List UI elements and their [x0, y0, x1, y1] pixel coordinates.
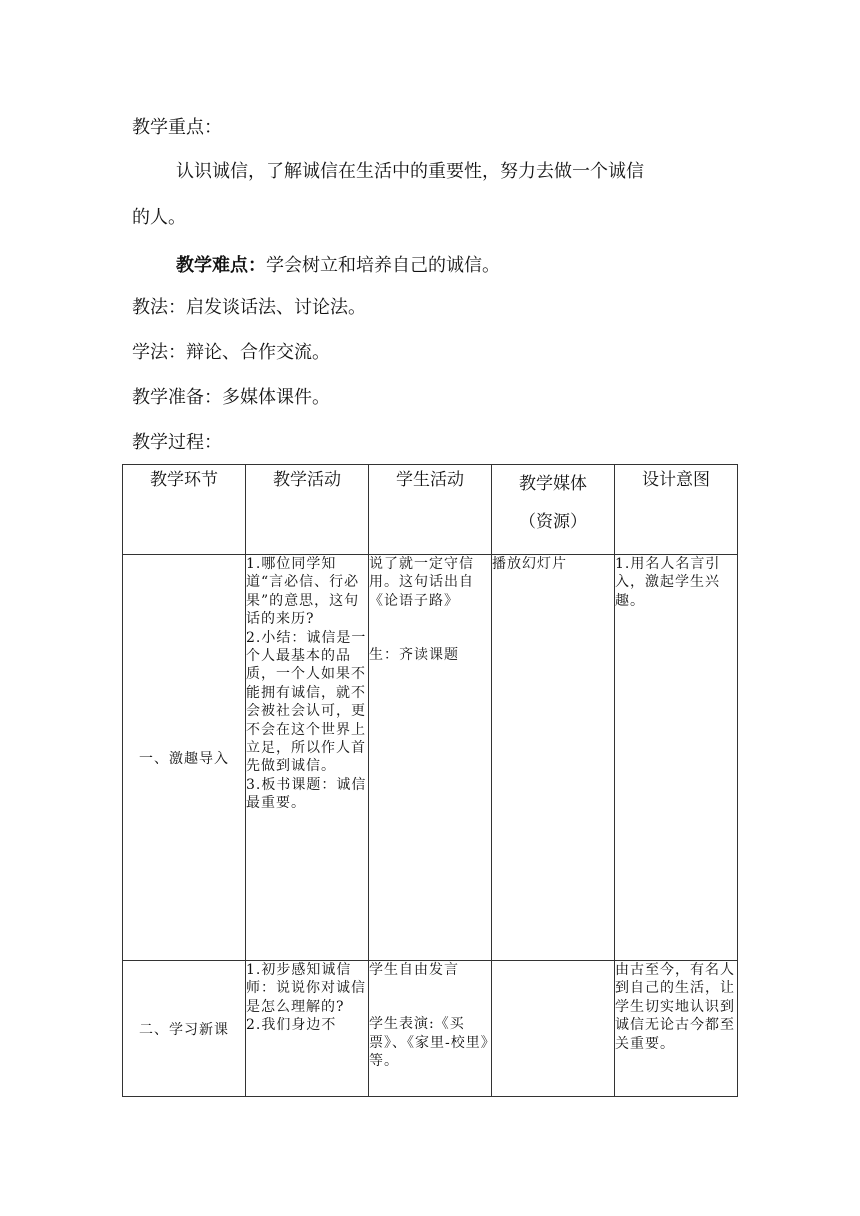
row1-activity-2: 2.小结：诚信是一个人最基本的品质，一个人如果不能拥有诚信，就不会被社会认可，更不会在这个世界上立足，所以作人首先做到诚信。 — [246, 629, 367, 775]
row1-student-1: 说了就一定守信用。这句话出自《论语子路》 — [369, 556, 474, 609]
learning-line: 学法：辩论、合作交流。 — [132, 342, 330, 363]
prep-line: 教学准备：多媒体课件。 — [132, 387, 330, 408]
header-student: 学生活动 — [369, 465, 492, 555]
row1-stage: 一、激趣导入 — [123, 555, 246, 961]
header-media-line1: 教学媒体 — [519, 474, 587, 494]
row1-activity — [246, 555, 369, 961]
header-intent: 设计意图 — [615, 465, 738, 555]
row2-activity-3: 2.我们身边不 — [246, 1017, 337, 1034]
row2-activity-1: 1.初步感知诚信 — [246, 962, 352, 978]
row1-student — [369, 555, 492, 961]
row2-student — [369, 961, 492, 1097]
row1-intent: 1.用名人名言引入，激起学生兴趣。 — [615, 555, 738, 961]
difficulty-line — [176, 254, 500, 278]
header-activity: 教学活动 — [246, 465, 369, 555]
row2-stage: 二、学习新课 — [123, 961, 246, 1097]
process-line: 教学过程： — [132, 432, 222, 453]
focus-text-line2: 的人。 — [132, 207, 186, 228]
table-header-row — [123, 465, 738, 555]
row1-student-2: 生：齐读课题 — [369, 647, 459, 664]
row2-intent: 由古至今，有名人到自己的生活，让学生切实地认识到诚信无论古今都至关重要。 — [615, 961, 738, 1097]
focus-heading: 教学重点： — [132, 117, 222, 138]
row2-student-2: 学生表演:《买票》、《家里-校里》等。 — [369, 1016, 489, 1070]
method-line: 教法：启发谈话法、讨论法。 — [132, 297, 366, 318]
header-media — [492, 465, 615, 555]
row2-media — [492, 961, 615, 1097]
table-row — [123, 961, 738, 1097]
row2-activity — [246, 961, 369, 1097]
row2-activity-2: 师：说说你对诚信是怎么理解的? — [246, 980, 366, 1015]
row1-media: 播放幻灯片 — [492, 555, 615, 961]
focus-text-line1: 认识诚信，了解诚信在生活中的重要性，努力去做一个诚信 — [176, 161, 644, 182]
row1-activity-1: 1.哪位同学知道“言必信、行必果”的意思，这句话的来历? — [246, 556, 360, 628]
header-media-line2: （资源） — [519, 512, 587, 532]
process-table — [122, 464, 738, 1097]
header-stage: 教学环节 — [123, 465, 246, 555]
table-row — [123, 555, 738, 961]
difficulty-text: 学会树立和培养自己的诚信。 — [266, 255, 500, 276]
difficulty-label: 教学难点： — [176, 255, 266, 276]
row2-student-1: 学生自由发言 — [369, 962, 459, 978]
row1-activity-3: 3.板书课题：诚信最重要。 — [246, 776, 367, 812]
